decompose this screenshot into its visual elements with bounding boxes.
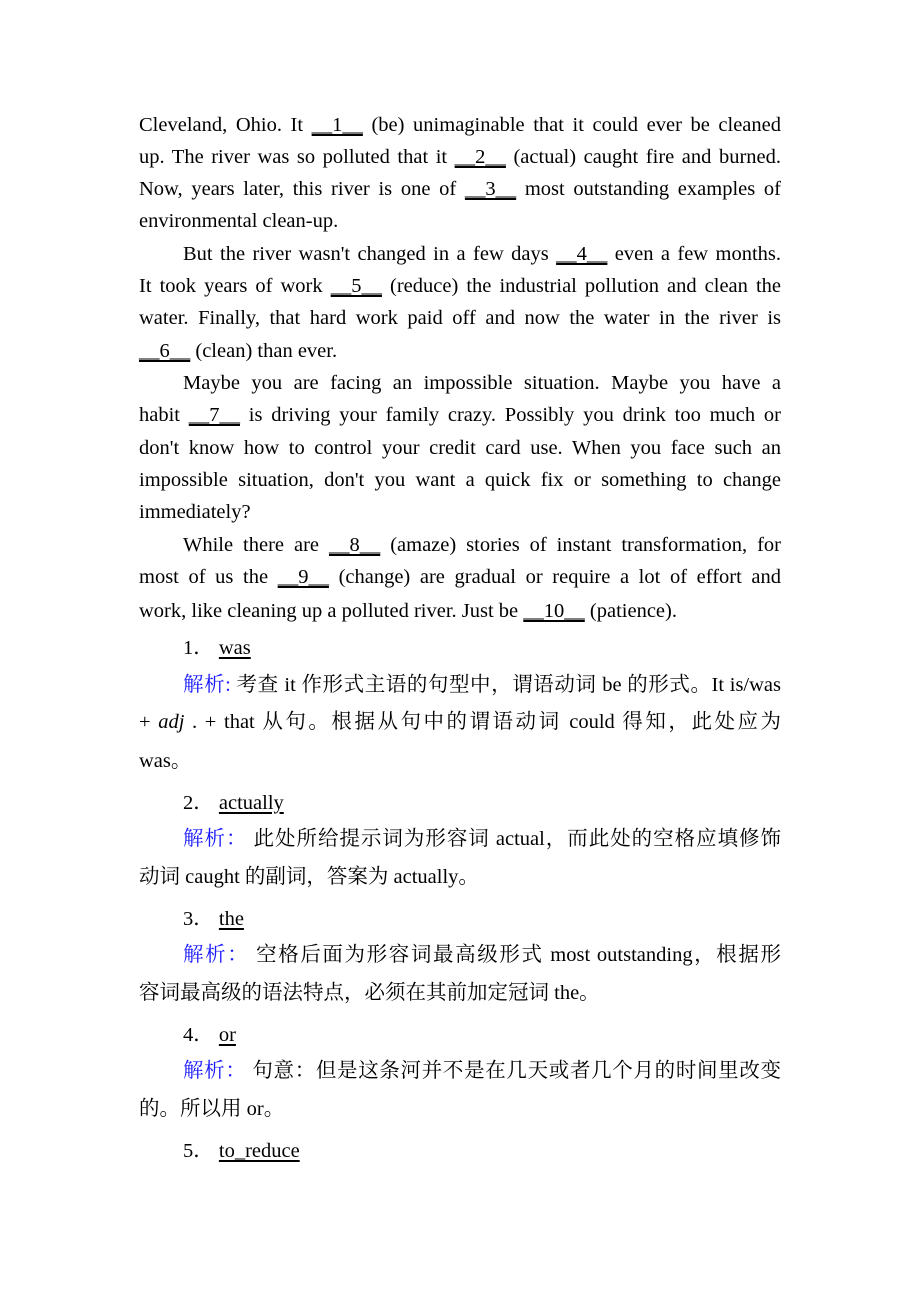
text: 空格后面为形容词最高级形式 most outstanding，根据形 [256,944,782,966]
analysis-label: 解析： [183,828,248,850]
text: 2． [183,792,214,814]
passage-line [139,113,781,137]
passage-line [183,242,781,266]
answer-word: to_reduce [218,1140,300,1162]
text: work, like cleaning up a polluted river. Just be [139,600,524,622]
answer-line [183,636,781,660]
analysis-label: 解析： [183,944,250,966]
text: It took years of work [139,275,331,297]
answer-line [139,710,781,734]
answer-line [183,791,781,815]
passage-line [183,533,781,557]
text: was。 [139,750,192,772]
text: even a few months. [614,243,781,265]
text: 5． [183,1140,214,1162]
text: (patience). [589,600,677,622]
text: 容词最高级的语法特点，必须在其前加定冠词 the。 [139,982,600,1004]
text: 此处所给提示词为形容词 actual，而此处的空格应填修饰 [253,828,782,850]
answer-line [139,749,781,773]
text: water. Finally, that hard work paid off and now the water in the river is [139,307,781,329]
text: Now, years later, this river is one of [139,178,465,200]
passage-line [139,306,781,330]
blank: __10__ [523,600,585,622]
text: habit [139,404,189,426]
text: up. The river was so polluted that it [139,146,455,168]
text: . + that 从句。根据从句中的谓语动词 could 得知，此处应为 [192,711,781,733]
text: (actual) caught fire and burned. [513,146,782,168]
answer-line [139,865,781,889]
text: While there are [183,534,329,556]
text: But the river wasn't changed in a few days [183,243,557,265]
text: Maybe you are facing an impossible situation. Maybe you have a [183,372,781,394]
answer-word: or [218,1024,236,1046]
answer-line [183,907,781,931]
answer-line [183,1059,781,1083]
passage-line [139,403,781,427]
passage-line [139,599,781,623]
blank: __7__ [188,404,241,426]
text: 的。所以用 or。 [139,1098,285,1120]
blank: __5__ [330,275,382,297]
text: (change) are gradual or require a lot of effort and [338,566,782,588]
text: immediately? [139,501,251,523]
answer-line [139,1097,781,1121]
answer-line [183,673,781,697]
analysis-label: 解析： [183,1060,247,1082]
passage-line [139,274,781,298]
answer-line [183,1023,781,1047]
passage-line [139,500,781,524]
text: 考查 it 作形式主语的句型中，谓语动词 be 的形式。It is/was [236,674,781,696]
text: Cleveland, Ohio. It [139,114,312,136]
text: environmental clean-up. [139,210,339,232]
passage-line [139,339,781,363]
text: 动词 caught 的副词，答案为 actually。 [139,866,479,888]
text: 句意：但是这条河并不是在几天或者几个月的时间里改变 [252,1060,782,1082]
answer-line [183,1139,781,1163]
analysis-label: 解析: [183,674,231,696]
passage-line [139,177,781,201]
blank: __8__ [328,534,381,556]
blank: __1__ [311,114,363,136]
passage-line [139,209,781,233]
answer-word: the [218,908,244,930]
text: don't know how to control your credit card use. When you face such an [139,437,781,459]
text: adj [158,711,185,733]
text: (reduce) the industrial pollution and clean the [390,275,782,297]
answer-line [139,981,781,1005]
passage-line [183,371,781,395]
text: most outstanding examples of [524,178,781,200]
answer-line [183,827,781,851]
answer-word: actually [218,792,284,814]
answer-line [183,943,781,967]
passage-line [139,145,781,169]
passage-line [139,436,781,460]
text: is driving your family crazy. Possibly you drink too much or [248,404,782,426]
blank: __6__ [139,340,191,362]
blank: __4__ [556,243,608,265]
blank: __3__ [464,178,517,200]
text: 4． [183,1024,214,1046]
text: + [139,711,159,733]
text: most of us the [139,566,278,588]
blank: __9__ [277,566,329,588]
text: 1． [183,637,214,659]
text: 3． [183,908,214,930]
text: (be) unimaginable that it could ever be cleaned [371,114,781,136]
text: (amaze) stories of instant transformation, for [390,534,781,556]
answer-word: was [218,637,251,659]
text: impossible situation, don't you want a quick fix or something to change [139,469,781,491]
blank: __2__ [454,146,506,168]
text: (clean) than ever. [195,340,338,362]
passage-line [139,468,781,492]
passage-line [139,565,781,589]
